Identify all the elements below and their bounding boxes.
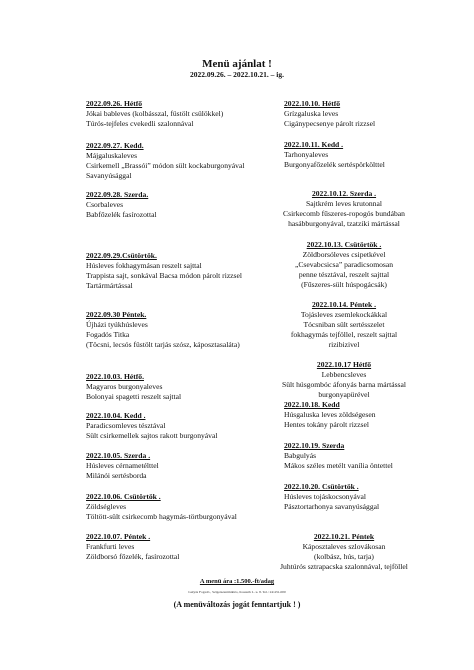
- restaurant-address: Gulyás Fogadó , Szigetszentmiklós, Kossuth L. u. 8. Tel.: 24/431-000: [188, 590, 286, 594]
- day-block: [274, 240, 414, 290]
- day-block: [274, 360, 414, 400]
- day-date: 2022.09.29.Csütörtök.: [86, 251, 157, 260]
- day-block: [86, 251, 242, 291]
- day-block: [86, 141, 244, 181]
- day-block: [86, 310, 240, 350]
- menu-item: Sajtkrém leves krutonnal: [306, 199, 382, 208]
- menu-item: Csorbaleves: [86, 200, 124, 209]
- menu-item: Burgonyafőzelék sertéspörkölttel: [284, 160, 385, 169]
- day-date: 2022.10.04. Kedd .: [86, 411, 146, 420]
- menu-item: Zöldségleves: [86, 502, 127, 511]
- day-block: [284, 441, 393, 471]
- menu-item: Babgulyás: [284, 451, 317, 460]
- day-block: [86, 492, 237, 522]
- menu-item: Húsleves cérnametélttel: [86, 461, 159, 470]
- day-date: 2022.10.11. Kedd .: [284, 140, 344, 149]
- menu-item: Sült csirkemellek sajtos rakott burgonyával: [86, 431, 218, 440]
- menu-item: Zöldborsóleves csipetkével: [302, 250, 386, 259]
- day-block: [86, 99, 223, 129]
- day-block: [274, 300, 414, 350]
- menu-item: Cigánypecsenye párolt rizzsel: [284, 119, 376, 128]
- menu-item: Tarhonyaleves: [284, 150, 329, 159]
- day-date: 2022.09.28. Szerda.: [86, 190, 149, 199]
- menu-item: (Fűszeres-sült húspogácsák): [301, 280, 387, 289]
- day-date: 2022.10.21. Péntek: [313, 532, 375, 541]
- day-date: 2022.09.30 Péntek.: [86, 310, 147, 319]
- day-date: 2022.10.12. Szerda .: [311, 189, 377, 198]
- day-date: 2022.10.07. Péntek .: [86, 532, 151, 541]
- day-date: 2022.10.17 Hétfő: [316, 360, 372, 369]
- day-block: [264, 532, 424, 572]
- menu-item: (kolbász, hús, tarja): [314, 552, 374, 561]
- menu-item: Juhtúrós sztrapacska szalonnával, tejföllel: [280, 562, 408, 571]
- day-date: 2022.10.06. Csütörtök .: [86, 492, 161, 501]
- menu-item: Húsleves fokhagymásan reszelt sajttal: [86, 261, 202, 270]
- menu-item: (Töcsni, lecsós füstölt tarjás szósz, káposztasaláta): [86, 340, 240, 349]
- menu-item: Túrós-tejfeles cvekedli szalonnával: [86, 119, 194, 128]
- menu-item: Grízgaluska leves: [284, 109, 339, 118]
- day-block: [86, 411, 217, 441]
- menu-item: Pásztortarhonya savanyúsággal: [284, 502, 380, 511]
- menu-item: Zöldborsó főzelék, fasírozottal: [86, 552, 180, 561]
- menu-price: A menü ára :1.500.-ft/adag: [199, 578, 275, 585]
- menu-item: Töltött-sült csirkecomb hagymás-törtburgonyával: [86, 512, 237, 521]
- day-block: [284, 482, 379, 512]
- menu-item: Csirkecomb fűszeres-ropogós bundában: [283, 209, 405, 218]
- day-date: 2022.10.10. Hétfő: [284, 99, 341, 108]
- menu-item: Bolonyai spagetti reszelt sajttal: [86, 392, 182, 401]
- menu-item: Savanyúsággal: [86, 171, 132, 180]
- menu-item: Mákos széles metélt vanília öntettel: [284, 461, 393, 470]
- menu-item: penne tésztával, reszelt sajttal: [298, 270, 390, 279]
- day-block: [86, 532, 179, 562]
- day-date: 2022.10.05. Szerda .: [86, 451, 151, 460]
- menu-item: Trappista sajt, sonkával Bacsa módon párolt rizzsel: [86, 271, 242, 280]
- menu-item: Húsleves tojáskocsonyával: [284, 492, 367, 501]
- day-block: [274, 189, 414, 229]
- menu-item: Káposztaleves szlovákosan: [302, 542, 386, 551]
- menu-item: Jókai bableves (kolbásszal, füstölt csülökkel): [86, 109, 224, 118]
- menu-item: Lebbencsleves: [321, 370, 367, 379]
- menu-item: Paradicsomleves tésztával: [86, 421, 166, 430]
- menu-item: rizibizivel: [328, 340, 360, 349]
- day-block: [86, 190, 157, 220]
- menu-item: hasábburgonyával, tzatziki mártással: [288, 219, 400, 228]
- day-date: 2022.10.13. Csütörtök .: [306, 240, 382, 249]
- menu-title: Menü ajánlat !: [202, 58, 272, 70]
- day-block: [284, 140, 385, 170]
- menu-item: „Csevabcsicsa” paradicsomosan: [294, 260, 394, 269]
- day-block: [86, 451, 159, 481]
- day-date: 2022.10.03. Hétfő.: [86, 372, 144, 381]
- day-date: 2022.09.27. Kedd.: [86, 141, 144, 150]
- menu-item: Magyaros burgonyaleves: [86, 382, 163, 391]
- menu-item: Frankfurti leves: [86, 542, 135, 551]
- menu-item: fokhagymás tejföllel, reszelt sajttal: [290, 330, 398, 339]
- menu-item: Tócsniban sült sertésszelet: [303, 320, 385, 329]
- menu-item: Milánói sertésborda: [86, 471, 147, 480]
- menu-item: burgonyapürével: [318, 390, 370, 399]
- day-block: [284, 99, 375, 129]
- day-date: 2022.10.20. Csütörtök .: [284, 482, 359, 491]
- menu-item: Májgaluskaleves: [86, 151, 138, 160]
- menu-item: Húsgaluska leves zöldségesen: [284, 410, 376, 419]
- day-date: 2022.10.18. Kedd: [284, 400, 340, 409]
- menu-item: Csirkemell „Brassói” módon sült kockaburgonyával: [86, 161, 245, 170]
- menu-item: Tojásleves zsemlekockákkal: [300, 310, 388, 319]
- menu-date-range: 2022.09.26. – 2022.10.21. – ig.: [190, 70, 284, 79]
- day-date: 2022.09.26. Hétfő: [86, 99, 143, 108]
- day-block: [86, 372, 181, 402]
- change-disclaimer: (A menüváltozás jogát fenntartjuk ! ): [173, 600, 301, 609]
- day-date: 2022.10.19. Szerda: [284, 441, 345, 450]
- day-date: 2022.10.14. Péntek .: [311, 300, 377, 309]
- menu-item: Újházi tyúkhúsleves: [86, 320, 148, 329]
- menu-item: Sült húsgombóc áfonyás barna mártással: [281, 380, 406, 389]
- day-block: [284, 400, 376, 430]
- menu-item: Hentes tokány párolt rizzsel: [284, 420, 369, 429]
- menu-item: Babfőzelék fasírozottal: [86, 210, 157, 219]
- menu-item: Fogadós Titka: [86, 330, 130, 339]
- menu-item: Tartármártással: [86, 281, 133, 290]
